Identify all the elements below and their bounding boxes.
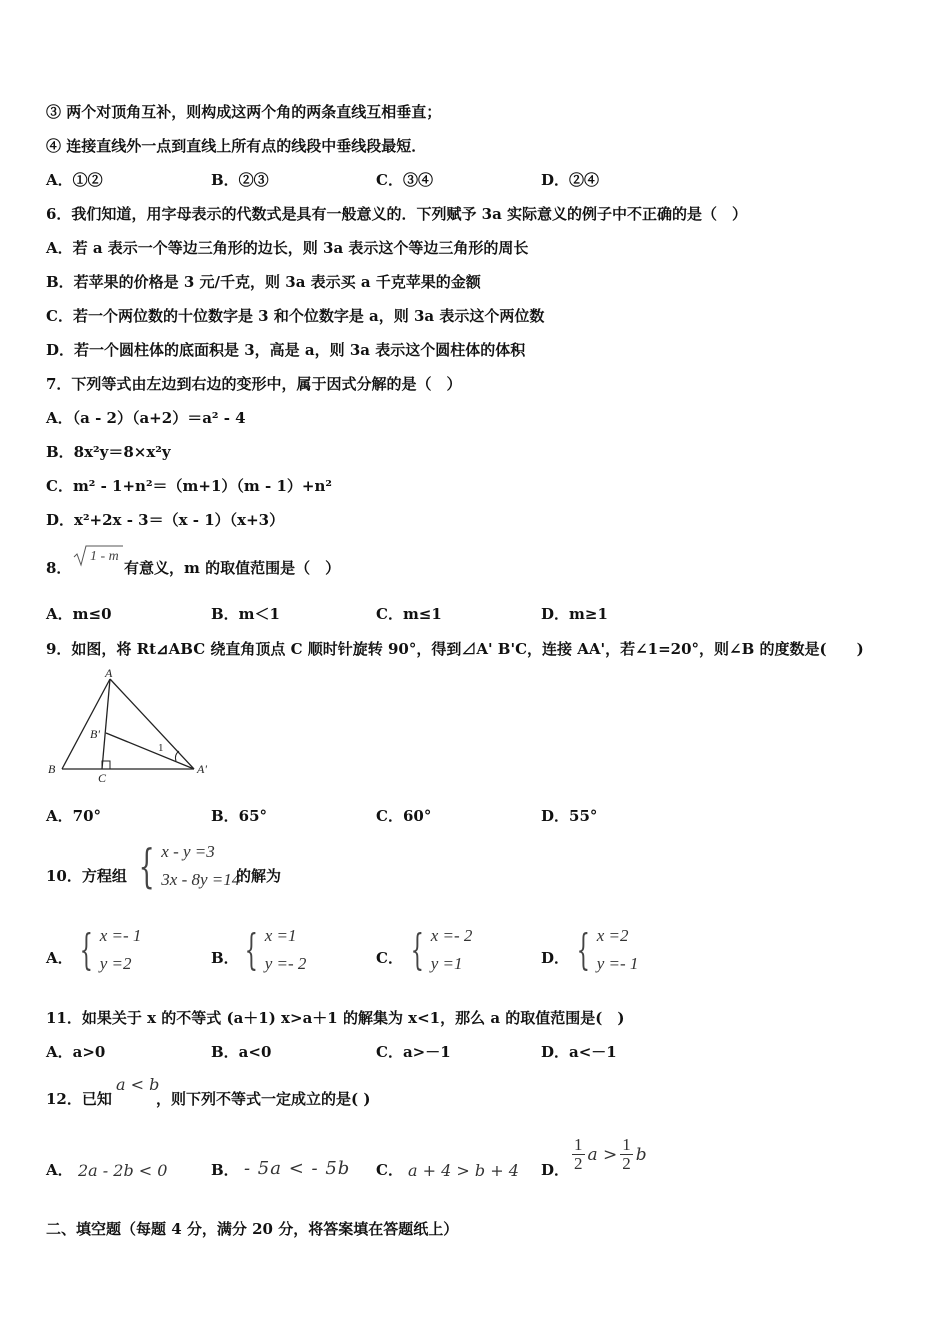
q5-option-d[interactable]: D．②④ [541, 171, 600, 189]
q9-option-d[interactable]: D．55° [541, 807, 598, 825]
q7-option-a[interactable]: A．（a - 2）（a+2）＝a² - 4 [46, 409, 246, 427]
brace-icon: { [576, 925, 591, 974]
label-A-prime: A' [197, 762, 207, 776]
q10-option-a-label[interactable]: A． [46, 949, 73, 967]
q6-question: 6．我们知道，用字母表示的代数式是具有一般意义的．下列赋予 3a 实际意义的例子中不正确的是（ ） [46, 205, 748, 223]
q12-option-b-label[interactable]: B． [211, 1161, 239, 1179]
q10-prefix: 10．方程组 [46, 867, 127, 885]
fraction-half-left: $\frac{1}{2}$ [574, 1135, 583, 1173]
q12-option-d[interactable]: $\frac{1}{2}$ a > $\frac{1}{2}$ b [574, 1135, 647, 1173]
square-root-expression [72, 543, 124, 569]
q10-option-d-label[interactable]: D． [541, 949, 570, 967]
q12-option-a[interactable]: 2a - 2b < 0 [78, 1161, 168, 1180]
q10-option-a[interactable]: { x =- 1 y =2 [79, 925, 142, 974]
q11-option-a[interactable]: A．a>0 [46, 1043, 106, 1061]
statement-3: ③ 两个对顶角互补，则构成这两个角的两条直线互相垂直； [46, 103, 442, 121]
q6-option-c[interactable]: C．若一个两位数的十位数字是 3 和个位数字是 a，则 3a 表示这个两位数 [46, 307, 545, 325]
fraction-half-right: $\frac{1}{2}$ [622, 1135, 631, 1173]
q8-option-a[interactable]: A．m≤0 [46, 605, 112, 623]
label-B-prime: B' [90, 727, 100, 741]
q12-option-b[interactable]: - 5a < - 5b [244, 1158, 351, 1179]
q10-option-c[interactable]: { x =- 2 y =1 [410, 925, 473, 974]
q9-option-b[interactable]: B．65° [211, 807, 268, 825]
q7-option-d[interactable]: D．x²+2x - 3＝（x - 1）（x+3） [46, 511, 285, 529]
label-A: A [105, 666, 113, 680]
q11-option-c[interactable]: C．a>－1 [376, 1043, 451, 1061]
statement-4: ④ 连接直线外一点到直线上所有点的线段中垂线段最短． [46, 137, 427, 155]
q5-option-b[interactable]: B．②③ [211, 171, 269, 189]
brace-icon: { [79, 925, 94, 974]
q8-number: 8． [46, 559, 72, 577]
q5-option-a[interactable]: A．①② [46, 171, 103, 189]
q12-option-a-label[interactable]: A． [46, 1161, 73, 1179]
label-B: B [48, 762, 56, 776]
brace-icon: { [244, 925, 259, 974]
q10-option-b-label[interactable]: B． [211, 949, 239, 967]
q10-suffix: 的解为 [236, 867, 282, 885]
edge-B-prime-A-prime [106, 733, 194, 769]
brace-icon: { [138, 839, 155, 893]
edge-AA-prime [110, 679, 194, 769]
label-C: C [98, 771, 107, 785]
radicand: 1 - m [90, 549, 119, 564]
q7-option-c[interactable]: C．m² - 1+n²＝（m+1）（m - 1）+n² [46, 477, 332, 495]
q8-option-d[interactable]: D．m≥1 [541, 605, 608, 623]
q10-option-d[interactable]: { x =2 y =- 1 [576, 925, 639, 974]
equation-2: 3x - 8y =14 [161, 870, 241, 889]
q12-option-c-label[interactable]: C． [376, 1161, 403, 1179]
q9-option-a[interactable]: A．70° [46, 807, 102, 825]
q10-option-b[interactable]: { x =1 y =- 2 [244, 925, 307, 974]
q9-option-c[interactable]: C．60° [376, 807, 432, 825]
q6-option-a[interactable]: A．若 a 表示一个等边三角形的边长，则 3a 表示这个等边三角形的周长 [46, 239, 529, 257]
q9-question: 9．如图，将 Rt⊿ABC 绕直角顶点 C 顺时针旋转 90°，得到⊿A' B'C，连接 AA'，若∠1=20°，则∠B 的度数是( ) [46, 640, 864, 658]
q8-option-b[interactable]: B．m＜1 [211, 605, 280, 623]
q10-equation-system [132, 838, 240, 894]
q11-option-b[interactable]: B．a<0 [211, 1043, 272, 1061]
q12-option-c[interactable]: a + 4 > b + 4 [408, 1161, 519, 1180]
label-angle-1: 1 [158, 742, 164, 754]
q6-option-b[interactable]: B．若苹果的价格是 3 元/千克，则 3a 表示买 a 千克苹果的金额 [46, 273, 481, 291]
q8-option-c[interactable]: C．m≤1 [376, 605, 442, 623]
q7-question: 7．下列等式由左边到右边的变形中，属于因式分解的是（ ） [46, 375, 462, 393]
q5-option-c[interactable]: C．③④ [376, 171, 433, 189]
q7-option-b[interactable]: B．8x²y＝8×x²y [46, 443, 171, 461]
q8-question: 有意义，m 的取值范围是（ ） [124, 559, 341, 577]
triangle-figure [40, 665, 220, 785]
q12-prefix: 12．已知 [46, 1090, 112, 1108]
section-2-title: 二、填空题（每题 4 分，满分 20 分，将答案填在答题纸上） [46, 1220, 459, 1238]
q10-option-c-label[interactable]: C． [376, 949, 403, 967]
q12-option-d-label[interactable]: D． [541, 1161, 570, 1179]
q12-suffix: ，则下列不等式一定成立的是( ) [156, 1090, 371, 1108]
q11-option-d[interactable]: D．a<－1 [541, 1043, 617, 1061]
equation-1: x - y =3 [161, 842, 215, 861]
q12-condition: a < b [116, 1075, 160, 1094]
brace-icon: { [410, 925, 425, 974]
q6-option-d[interactable]: D．若一个圆柱体的底面积是 3，高是 a，则 3a 表示这个圆柱体的体积 [46, 341, 526, 359]
q11-question: 11．如果关于 x 的不等式 (a＋1) x>a＋1 的解集为 x<1，那么 a 的取值范围是( ) [46, 1009, 625, 1027]
